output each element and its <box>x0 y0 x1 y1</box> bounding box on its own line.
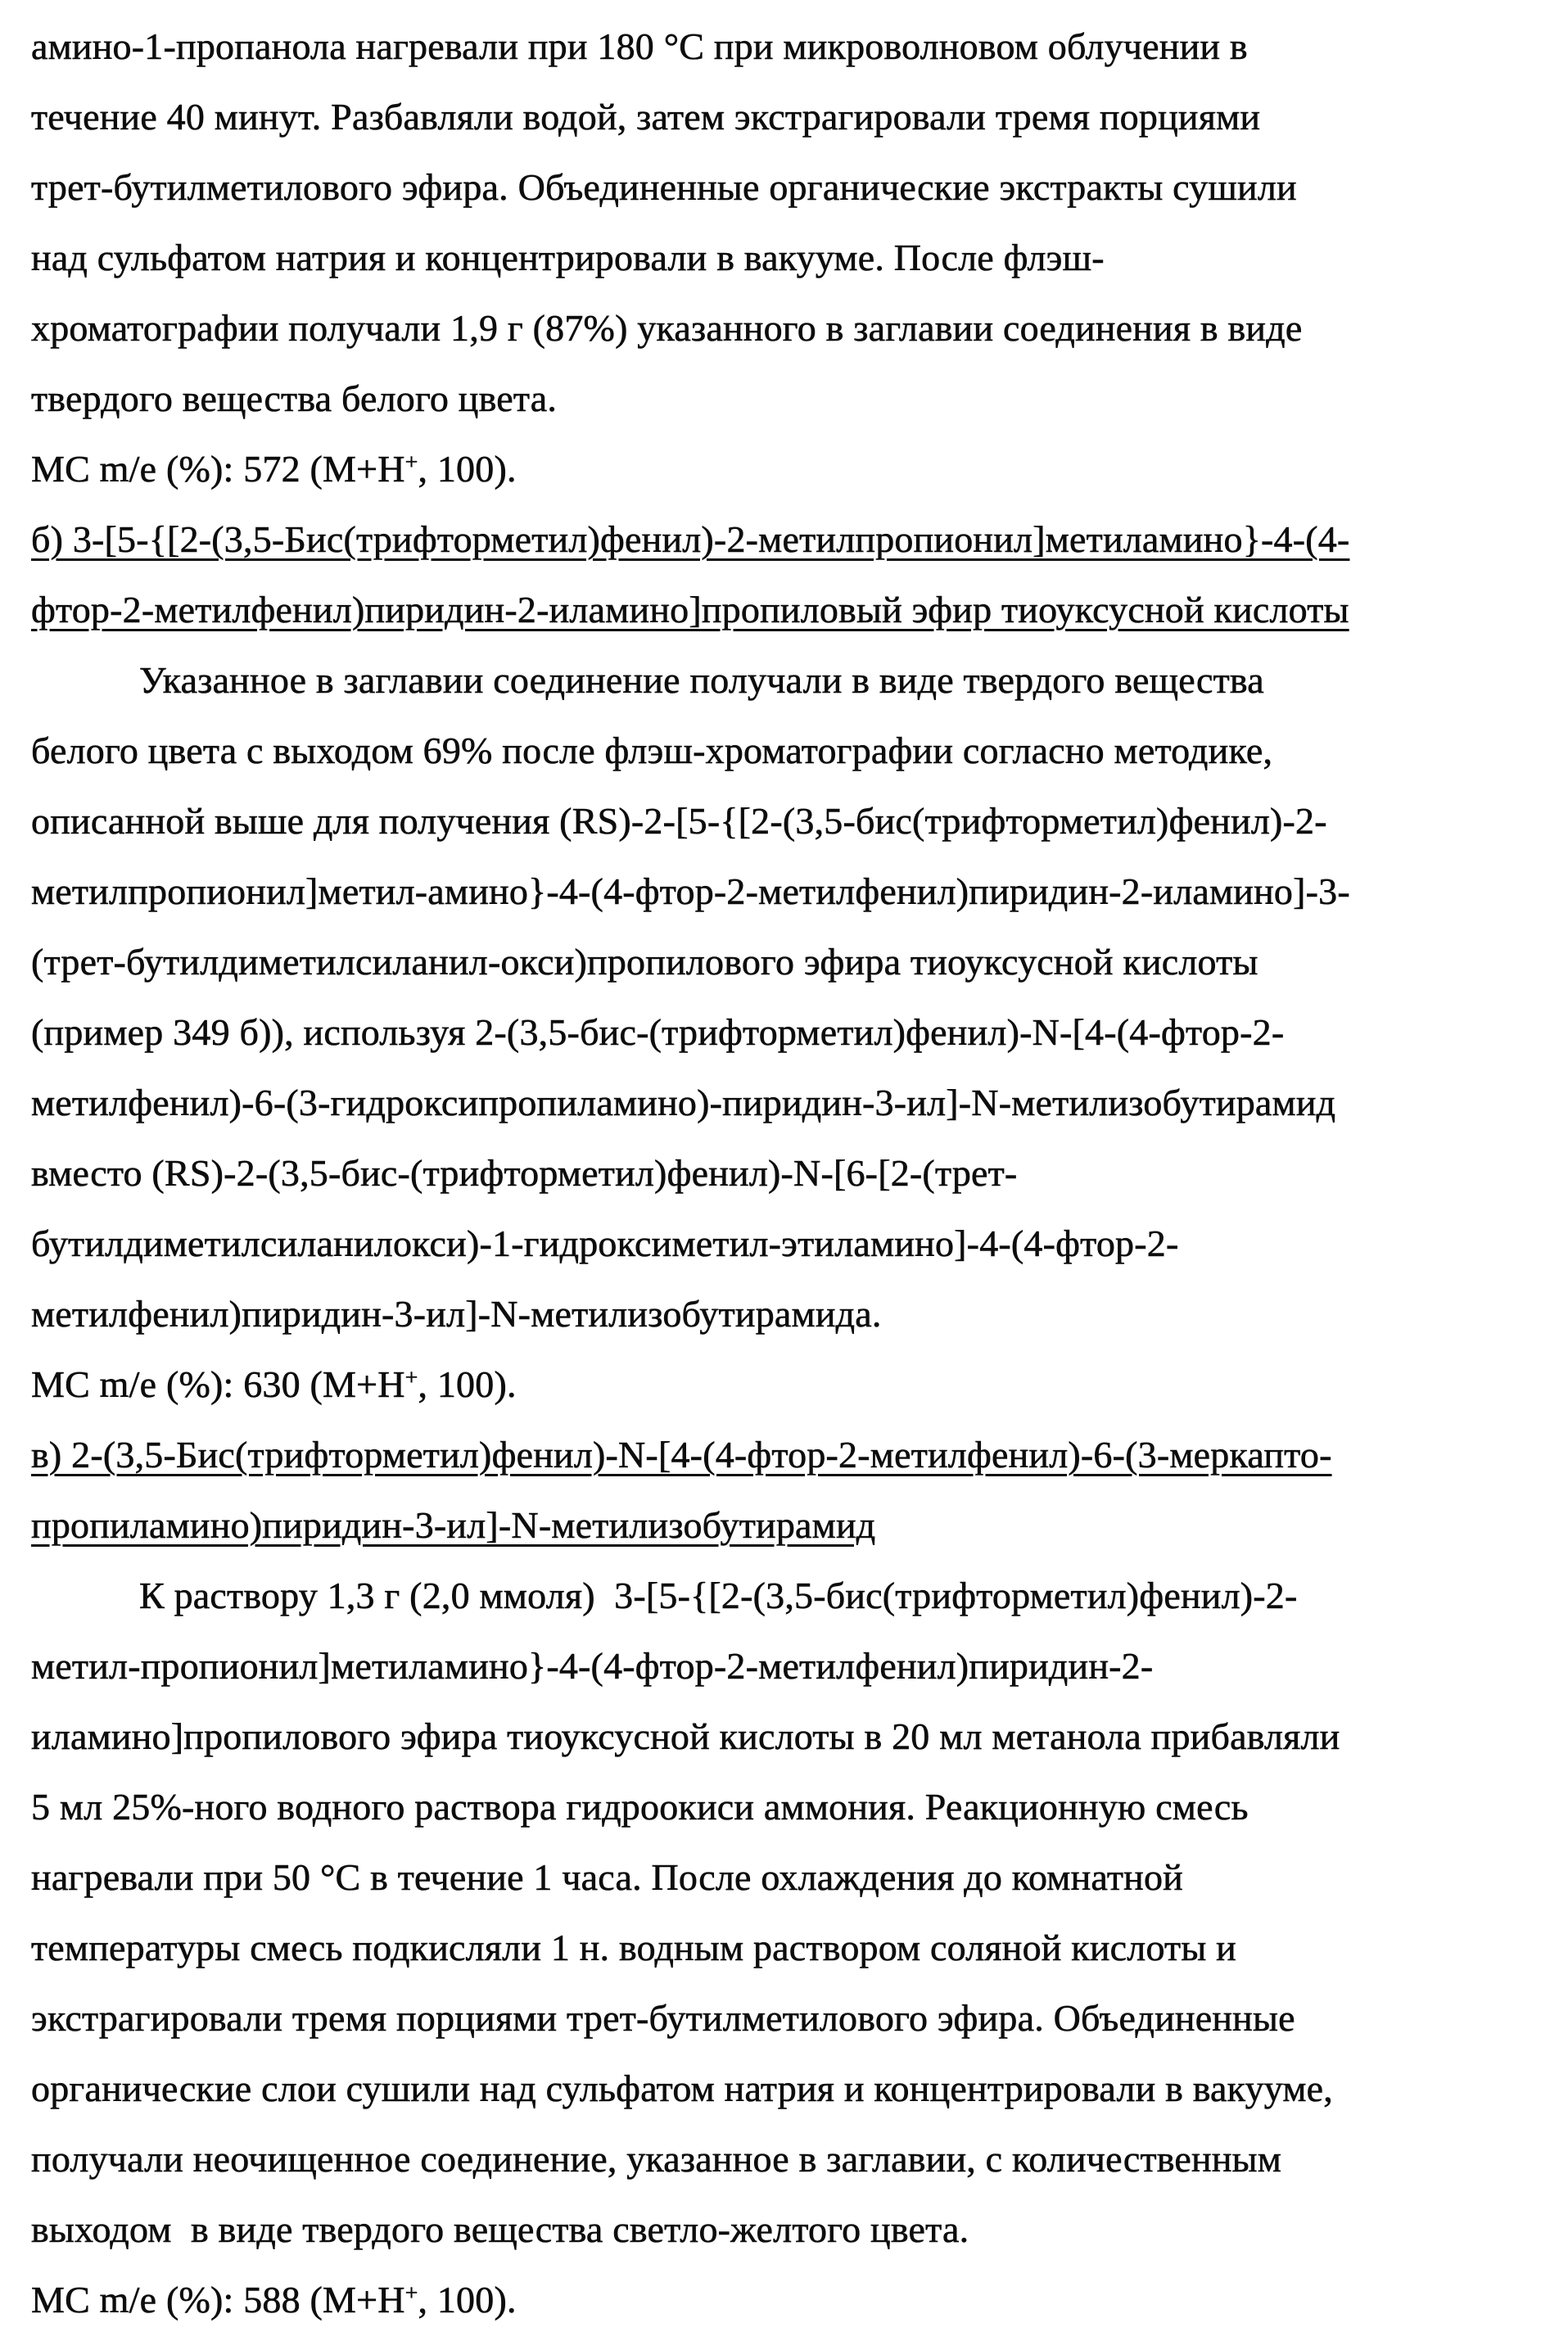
text-line: твердого вещества белого цвета. <box>31 377 558 419</box>
text-line: над сульфатом натрия и концентрировали в вакууме. После флэш- <box>31 237 1105 278</box>
text-line: (пример 349 б)), используя 2-(3,5-бис-(трифторметил)фенил)-N-[4-(4-фтор-2- <box>31 1011 1285 1053</box>
ms-result-line <box>31 2265 1522 2335</box>
ms-text-prefix: МС m/e (%): 572 (М+Н <box>31 448 405 490</box>
text-line: метилфенил)пиридин-3-ил]-N-метилизобутирамида. <box>31 1293 882 1335</box>
text-line: получали неочищенное соединение, указанное в заглавии, с количественным <box>31 2138 1282 2180</box>
text-line: нагревали при 50 °С в течение 1 часа. После охлаждения до комнатной <box>31 1856 1183 1898</box>
superscript-plus: + <box>404 448 418 474</box>
superscript-plus: + <box>404 2279 418 2305</box>
paragraph-first-line: Указанное в заглавии соединение получали в виде твердого вещества <box>139 659 1264 701</box>
text-line: 5 мл 25%-ного водного раствора гидроокиси аммония. Реакционную смесь <box>31 1786 1249 1828</box>
text-line: хроматографии получали 1,9 г (87%) указанного в заглавии соединения в виде <box>31 307 1303 349</box>
ms-text-suffix: , 100). <box>418 448 517 490</box>
ms-text-suffix: , 100). <box>418 1363 517 1405</box>
ms-text-prefix: МС m/e (%): 588 (М+Н <box>31 2279 405 2321</box>
text-line: метилфенил)-6-(3-гидроксипропиламино)-пиридин-3-ил]-N-метилизобутирамид <box>31 1082 1336 1123</box>
text-line: бутилдиметилсиланилокси)-1-гидроксиметил-этиламино]-4-(4-фтор-2- <box>31 1222 1179 1264</box>
section-v-heading-line: в) 2-(3,5-Бис(трифторметил)фенил)-N-[4-(4-фтор-2-метилфенил)-6-(3-меркапто- <box>31 1434 1332 1476</box>
text-line: (трет-бутилдиметилсиланил-окси)пропилового эфира тиоуксусной кислоты <box>31 941 1258 983</box>
text-line: органические слои сушили над сульфатом натрия и концентрировали в вакууме, <box>31 2068 1333 2109</box>
ms-result-line <box>31 434 1522 504</box>
text-line: иламино]пропилового эфира тиоуксусной кислоты в 20 мл метанола прибавляли <box>31 1715 1340 1757</box>
text-line: белого цвета с выходом 69% после флэш-хроматографии согласно методике, <box>31 730 1273 771</box>
text-line: экстрагировали тремя порциями трет-бутилметилового эфира. Объединенные <box>31 1997 1295 2039</box>
text-line: метил-пропионил]метиламино}-4-(4-фтор-2-метилфенил)пиридин-2- <box>31 1645 1154 1687</box>
text-line: температуры смесь подкисляли 1 н. водным раствором соляной кислоты и <box>31 1927 1236 1968</box>
paragraph-first-line: К раствору 1,3 г (2,0 ммоля) 3-[5-{[2-(3,5-бис(трифторметил)фенил)-2- <box>139 1575 1298 1616</box>
text-line: вместо (RS)-2-(3,5-бис-(трифторметил)фенил)-N-[6-[2-(трет- <box>31 1152 1018 1194</box>
text-line: метилпропионил]метил-амино}-4-(4-фтор-2-метилфенил)пиридин-2-иламино]-3- <box>31 870 1350 912</box>
superscript-plus: + <box>404 1363 418 1390</box>
text-line: течение 40 минут. Разбавляли водой, затем экстрагировали тремя порциями <box>31 96 1261 138</box>
section-b-heading-line: б) 3-[5-{[2-(3,5-Бис(трифторметил)фенил)-2-метилпропионил]метиламино}-4-(4- <box>31 518 1350 560</box>
ms-result-line <box>31 1349 1522 1420</box>
text-line: выходом в виде твердого вещества светло-желтого цвета. <box>31 2208 969 2250</box>
section-v-heading-line: пропиламино)пиридин-3-ил]-N-метилизобутирамид <box>31 1504 876 1546</box>
ms-text-suffix: , 100). <box>418 2279 517 2321</box>
section-b-heading-line: фтор-2-метилфенил)пиридин-2-иламино]пропиловый эфир тиоуксусной кислоты <box>31 589 1349 630</box>
text-line: описанной выше для получения (RS)-2-[5-{[2-(3,5-бис(трифторметил)фенил)-2- <box>31 800 1327 842</box>
text-line: амино-1-пропанола нагревали при 180 °С при микроволновом облучении в <box>31 25 1248 67</box>
text-line: трет-бутилметилового эфира. Объединенные органические экстракты сушили <box>31 166 1297 208</box>
ms-text-prefix: МС m/e (%): 630 (М+Н <box>31 1363 405 1405</box>
